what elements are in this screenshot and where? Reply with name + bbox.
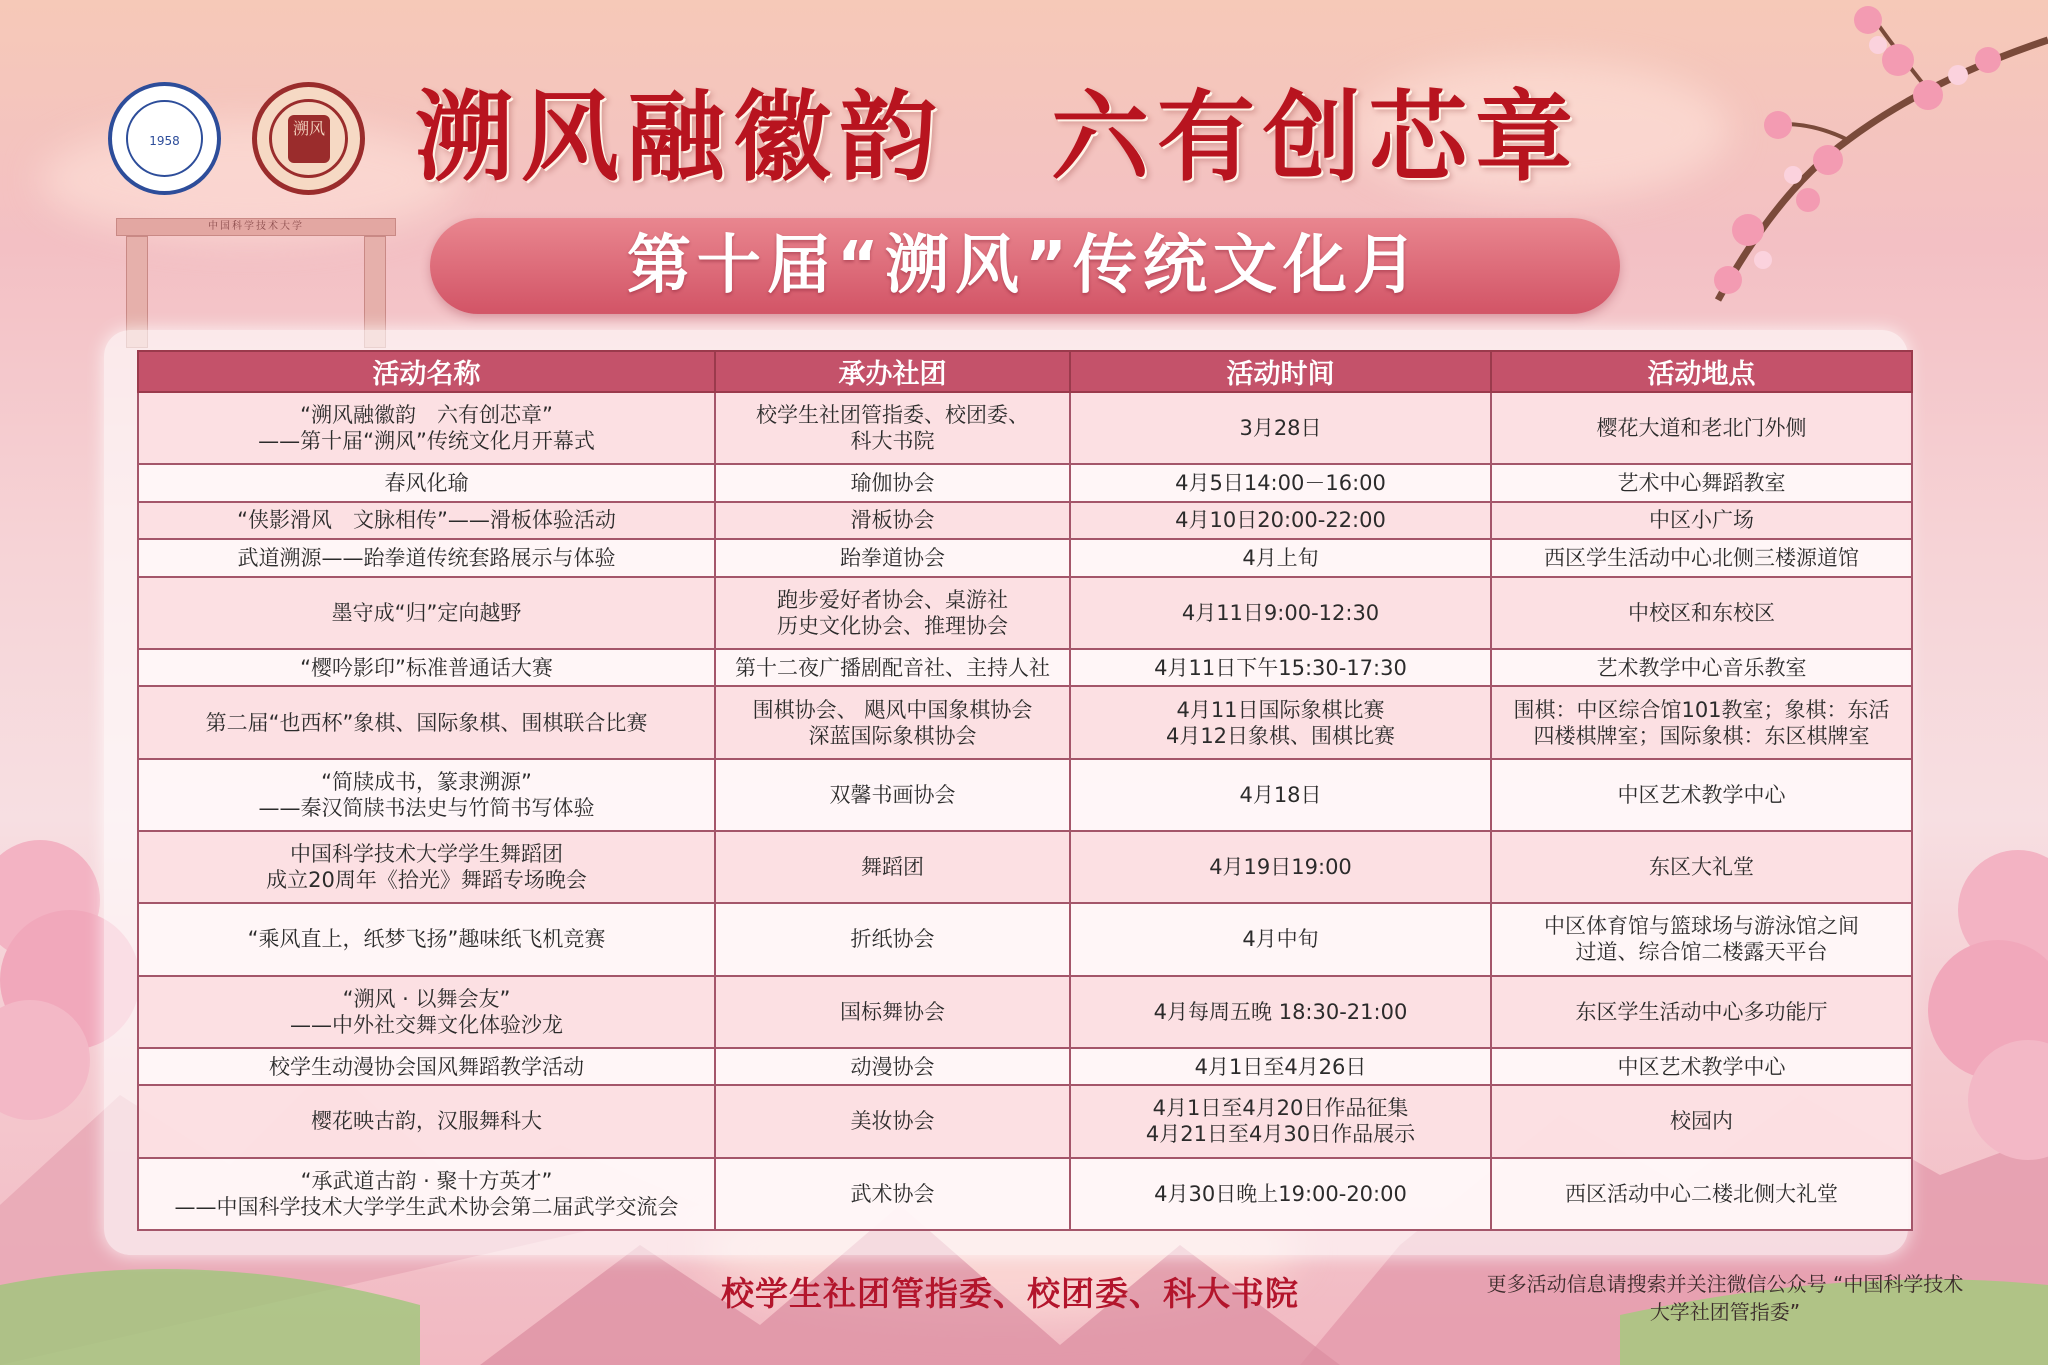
cell-line: 4月上旬 [1242,545,1319,570]
cell-line: 4月21日至4月30日作品展示 [1145,1122,1416,1147]
cell-line: 樱花大道和老北门外侧 [1596,416,1807,441]
cell-line: 4月11日下午15:30-17:30 [1154,655,1407,680]
table-body [138,392,1912,1230]
cell-line: 科大书院 [850,429,935,454]
cell-line: “承武道古韵 · 聚十方英才” [300,1168,553,1193]
cell-line: 4月30日晚上19:00-20:00 [1154,1181,1407,1206]
cell-line: 中校区和东校区 [1628,600,1775,625]
host-club-cell [715,649,1070,686]
column-header: 活动时间 [1070,351,1491,392]
table-row [138,686,1912,758]
activity-name-cell [138,464,715,501]
cell-line: 舞蹈团 [861,855,924,880]
logo-year: 1958 [149,134,180,148]
activity-name-cell [138,831,715,903]
host-club-cell [715,539,1070,576]
column-header: 活动名称 [138,351,715,392]
cell-line: ——第十届“溯风”传统文化月开幕式 [258,429,595,454]
cell-line: 武术协会 [850,1181,935,1206]
cell-line: 瑜伽协会 [850,471,935,496]
host-club-cell [715,392,1070,464]
cell-line: 双馨书画协会 [829,782,956,807]
cell-line: 四楼棋牌室；国际象棋：东区棋牌室 [1533,723,1870,748]
cell-line: 西区活动中心二楼北侧大礼堂 [1565,1181,1838,1206]
cell-line: 艺术中心舞蹈教室 [1617,471,1786,496]
cell-line: “侠影滑风 文脉相传”——滑板体验活动 [237,508,616,533]
cell-line: 滑板协会 [850,508,935,533]
host-club-cell [715,464,1070,501]
cell-line: 4月1日至4月20日作品征集 [1152,1096,1409,1121]
table-row [138,577,1912,649]
cell-line: 美妆协会 [850,1109,935,1134]
activity-time-cell [1070,464,1491,501]
cell-line: 中区艺术教学中心 [1617,782,1786,807]
cell-line: 折纸协会 [850,927,935,952]
table-row [138,976,1912,1048]
schedule-table [137,350,1913,1231]
column-header: 活动地点 [1491,351,1912,392]
cell-line: 西区学生活动中心北侧三楼源道馆 [1544,545,1859,570]
cell-line: 3月28日 [1239,416,1322,441]
table-row [138,392,1912,464]
cell-line: 校学生动漫协会国风舞蹈教学活动 [269,1054,584,1079]
activity-place-cell [1491,976,1912,1048]
activity-place-cell [1491,1158,1912,1230]
cell-line: 墨守成“归”定向越野 [331,600,522,625]
cell-line: 第二届“也西杯”象棋、国际象棋、围棋联合比赛 [205,710,648,735]
activity-place-cell [1491,686,1912,758]
host-club-cell [715,831,1070,903]
cell-line: 第十二夜广播剧配音社、主持人社 [735,655,1050,680]
cell-line: 4月11日9:00-12:30 [1181,600,1380,625]
table-row [138,903,1912,975]
cell-line: 围棋：中区综合馆101教室；象棋：东活 [1513,697,1890,722]
cell-line: 春风化瑜 [384,471,469,496]
cell-line: 武道溯源——跆拳道传统套路展示与体验 [237,545,616,570]
cell-line: 历史文化协会、推理协会 [777,613,1008,638]
activity-time-cell [1070,539,1491,576]
activity-name-cell [138,1048,715,1085]
activity-time-cell [1070,1158,1491,1230]
footer-note-line: 更多活动信息请搜索并关注微信公众号 [1486,1272,1827,1296]
activity-time-cell [1070,577,1491,649]
cell-line: 围棋协会、 飓风中国象棋协会 [752,697,1033,722]
activity-place-cell [1491,831,1912,903]
host-club-cell [715,903,1070,975]
cell-line: 东区学生活动中心多功能厅 [1575,999,1828,1024]
activity-time-cell [1070,502,1491,539]
activity-time-cell [1070,392,1491,464]
cell-line: 校学生社团管指委、校团委、 [756,403,1029,428]
activity-place-cell [1491,392,1912,464]
cherry-blossom-branch [1628,0,2048,330]
activity-name-cell [138,686,715,758]
activity-place-cell [1491,649,1912,686]
activity-time-cell [1070,903,1491,975]
table-row [138,649,1912,686]
cell-line: 4月每周五晚 18:30-21:00 [1153,999,1408,1024]
cell-line: “溯风 · 以舞会友” [342,986,511,1011]
activity-name-cell [138,903,715,975]
cell-line: 国标舞协会 [840,999,945,1024]
table-row [138,759,1912,831]
table-row [138,1048,1912,1085]
cell-line: 4月12日象棋、围棋比赛 [1165,723,1396,748]
table-row [138,502,1912,539]
activity-time-cell [1070,759,1491,831]
campus-gate-illustration [116,218,396,348]
activity-place-cell [1491,1048,1912,1085]
cell-line: “简牍成书，篆隶溯源” [321,769,532,794]
activity-time-cell [1070,831,1491,903]
cell-line: 4月1日至4月26日 [1194,1054,1367,1079]
activity-name-cell [138,539,715,576]
activity-name-cell [138,1085,715,1157]
host-club-cell [715,502,1070,539]
cell-line: 4月18日 [1239,782,1322,807]
activity-name-cell [138,1158,715,1230]
table-row [138,1085,1912,1157]
cell-line: ——中外社交舞文化体验沙龙 [290,1012,563,1037]
cell-line: “乘风直上，纸梦飞扬”趣味纸飞机竞赛 [247,927,606,952]
cell-line: 4月5日14:00－16:00 [1175,471,1386,496]
activity-place-cell [1491,464,1912,501]
host-club-cell [715,1158,1070,1230]
main-title: 溯风融徽韵 六有创芯章 [415,80,1582,195]
table-row [138,1158,1912,1230]
activity-place-cell [1491,903,1912,975]
activity-time-cell [1070,1048,1491,1085]
cell-line: “溯风融徽韵 六有创芯章” [300,403,553,428]
table-header-row [138,351,1912,392]
activity-time-cell [1070,1085,1491,1157]
cell-line: 中国科学技术大学学生舞蹈团 [290,842,563,867]
table-row [138,539,1912,576]
ustc-logo [108,82,221,195]
footer-organizers: 校学生社团管指委、校团委、科大书院 [721,1274,1299,1313]
activity-name-cell [138,392,715,464]
activity-name-cell [138,976,715,1048]
suf-culture-logo [252,82,365,195]
cell-line: 动漫协会 [850,1054,935,1079]
column-header: 承办社团 [715,351,1070,392]
activity-time-cell [1070,649,1491,686]
activity-place-cell [1491,539,1912,576]
activity-name-cell [138,759,715,831]
subtitle: 第十届“溯风”传统文化月 [626,229,1424,303]
activity-time-cell [1070,686,1491,758]
cell-line: 4月19日19:00 [1209,855,1352,880]
activity-place-cell [1491,502,1912,539]
blossom-tree-right [1928,820,2048,1180]
host-club-cell [715,577,1070,649]
cell-line: 成立20周年《拾光》舞蹈专场晚会 [266,868,587,893]
cell-line: 樱花映古韵，汉服舞科大 [311,1109,542,1134]
cell-line: 过道、综合馆二楼露天平台 [1575,940,1828,965]
cell-line: ——中国科学技术大学学生武术协会第二届武学交流会 [174,1194,679,1219]
host-club-cell [715,1048,1070,1085]
activity-name-cell [138,649,715,686]
cell-line: 中区小广场 [1649,508,1754,533]
cell-line: 艺术教学中心音乐教室 [1596,655,1807,680]
activity-place-cell [1491,1085,1912,1157]
cell-line: 跑步爱好者协会、桌游社 [777,587,1008,612]
footer-note-account: “中国科学技术大学社团管指委” [1649,1272,1964,1324]
cell-line: 4月中旬 [1242,927,1319,952]
activity-place-cell [1491,759,1912,831]
host-club-cell [715,976,1070,1048]
table-row [138,831,1912,903]
gate-inscription: 中国科学技术大学 [208,221,304,232]
host-club-cell [715,759,1070,831]
cell-line: 4月11日国际象棋比赛 [1176,697,1385,722]
footer-note [1480,1270,1970,1326]
cell-line: ——秦汉简牍书法史与竹简书写体验 [258,795,595,820]
cell-line: 东区大礼堂 [1649,855,1754,880]
activity-name-cell [138,577,715,649]
host-club-cell [715,686,1070,758]
cell-line: 4月10日20:00-22:00 [1175,508,1386,533]
activity-time-cell [1070,976,1491,1048]
table-row [138,464,1912,501]
activity-place-cell [1491,577,1912,649]
cell-line: 校园内 [1670,1109,1733,1134]
cell-line: 深蓝国际象棋协会 [808,723,977,748]
cell-line: 中区艺术教学中心 [1617,1054,1786,1079]
host-club-cell [715,1085,1070,1157]
cell-line: 中区体育馆与篮球场与游泳馆之间 [1544,914,1859,939]
cell-line: “樱吟影印”标准普通话大赛 [300,655,553,680]
cell-line: 跆拳道协会 [840,545,945,570]
logo-seal-text: 溯风 [288,115,330,163]
activity-name-cell [138,502,715,539]
